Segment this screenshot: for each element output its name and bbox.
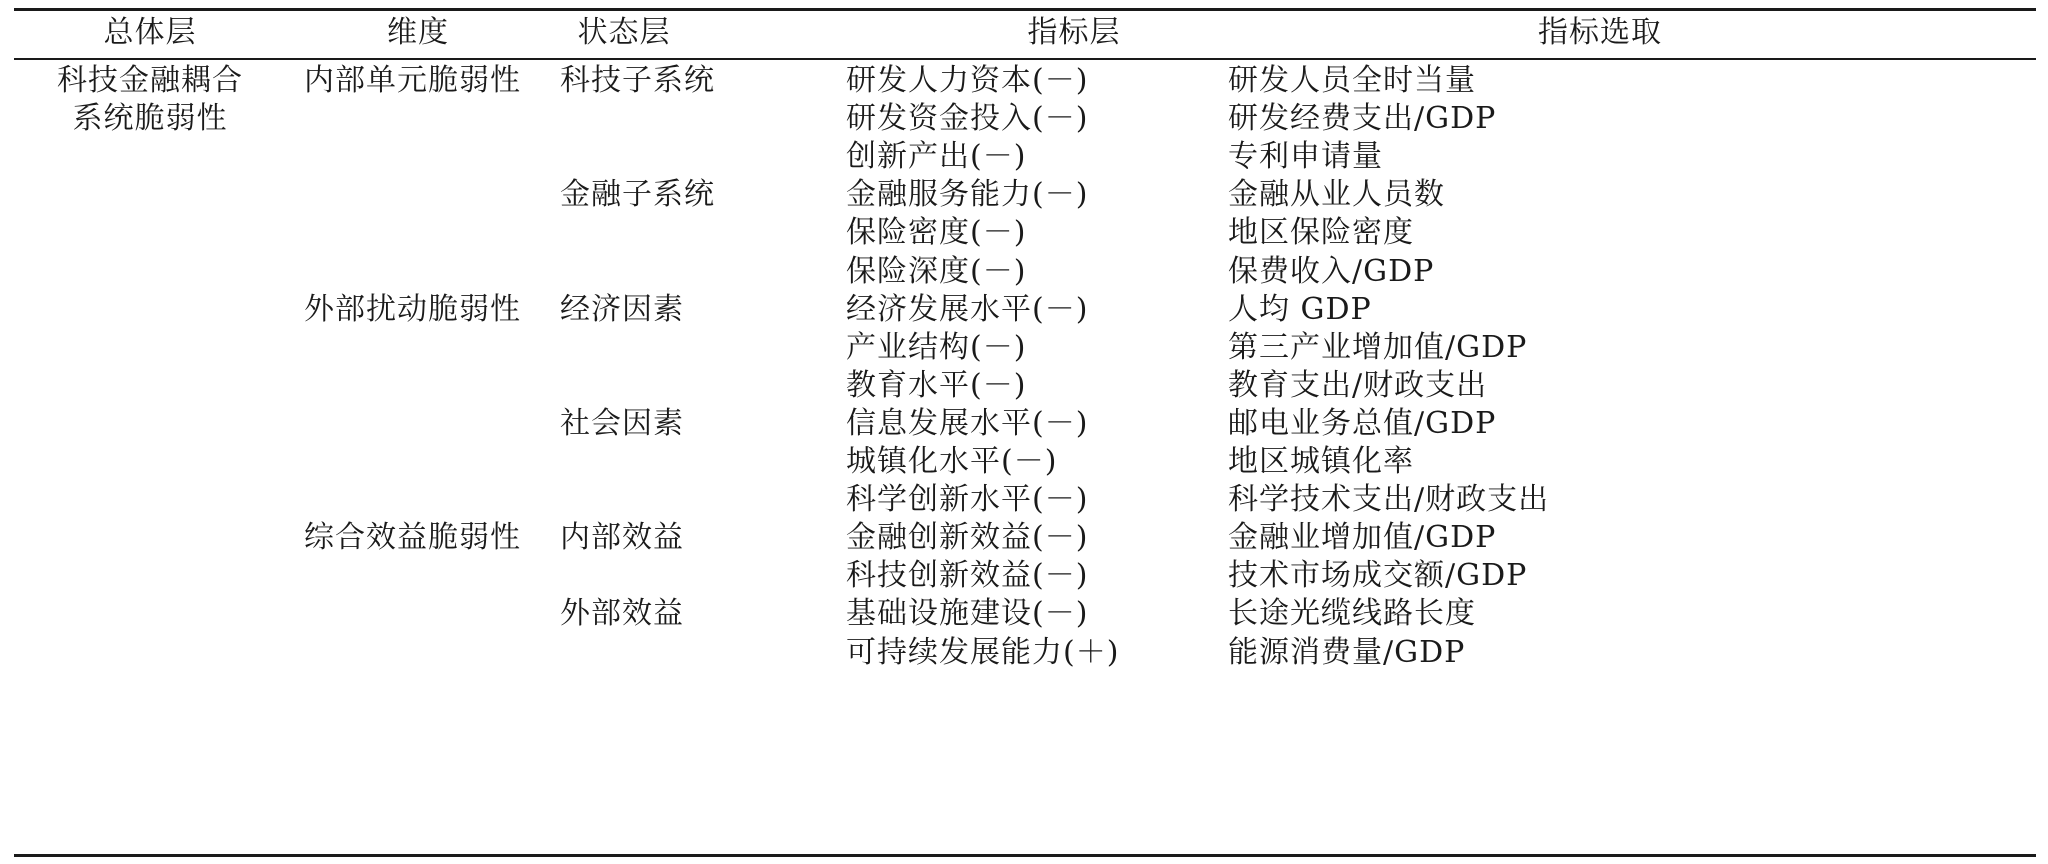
state-label: 科技子系统: [560, 63, 715, 98]
indicator-cell: 研发资金投入(－): [846, 101, 1089, 137]
dimension-label: 外部扰动脆弱性: [304, 291, 521, 327]
table-header-rule: [14, 58, 2036, 60]
overall-label-line2: 系统脆弱性: [72, 101, 228, 137]
header-overall: 总体层: [103, 15, 197, 50]
state-label: 外部效益: [560, 596, 684, 632]
selection-cell: 金融业增加值/GDP: [1228, 520, 1497, 556]
selection-cell: 研发经费支出/GDP: [1228, 101, 1497, 137]
selection-cell: 技术市场成交额/GDP: [1228, 558, 1528, 594]
header-state: 状态层: [577, 15, 671, 50]
selection-cell: 地区保险密度: [1228, 215, 1414, 251]
selection-cell: 地区城镇化率: [1228, 444, 1414, 479]
indicator-cell: 基础设施建设(－): [846, 596, 1089, 632]
indicator-table: [14, 8, 2036, 856]
selection-cell: 科学技术支出/财政支出: [1228, 482, 1550, 518]
header-indicator: 指标层: [1027, 15, 1121, 50]
table-bottom-rule: [14, 854, 2036, 857]
state-label: 内部效益: [560, 520, 684, 556]
selection-cell: 金融从业人员数: [1228, 177, 1445, 213]
header-dimension: 维度: [387, 15, 449, 50]
indicator-cell: 创新产出(－): [846, 139, 1027, 175]
indicator-cell: 经济发展水平(－): [846, 291, 1089, 327]
state-label: 金融子系统: [560, 177, 715, 213]
indicator-cell: 信息发展水平(－): [846, 405, 1089, 441]
indicator-cell: 可持续发展能力(＋): [846, 634, 1120, 670]
indicator-cell: 城镇化水平(－): [846, 444, 1058, 479]
indicator-cell: 产业结构(－): [846, 329, 1027, 365]
selection-cell: 教育支出/财政支出: [1228, 367, 1488, 403]
indicator-cell: 金融服务能力(－): [846, 177, 1089, 213]
selection-cell: 研发人员全时当量: [1228, 63, 1476, 98]
selection-cell: 邮电业务总值/GDP: [1228, 405, 1497, 441]
indicator-cell: 保险密度(－): [846, 215, 1027, 251]
indicator-cell: 金融创新效益(－): [846, 520, 1089, 556]
dimension-label: 综合效益脆弱性: [304, 520, 521, 556]
indicator-cell: 教育水平(－): [846, 367, 1027, 403]
indicator-cell: 保险深度(－): [846, 253, 1027, 289]
selection-cell: 长途光缆线路长度: [1228, 596, 1476, 632]
overall-label-line1: 科技金融耦合: [57, 63, 243, 98]
selection-cell: 专利申请量: [1228, 139, 1383, 175]
indicator-cell: 科技创新效益(－): [846, 558, 1089, 594]
indicator-cell: 研发人力资本(－): [846, 63, 1089, 98]
header-selection: 指标选取: [1538, 15, 1662, 50]
selection-cell: 人均 GDP: [1228, 291, 1372, 327]
state-label: 社会因素: [560, 405, 684, 441]
indicator-cell: 科学创新水平(－): [846, 482, 1089, 518]
dimension-label: 内部单元脆弱性: [304, 63, 521, 98]
selection-cell: 保费收入/GDP: [1228, 253, 1435, 289]
table-top-rule: [14, 8, 2036, 11]
state-label: 经济因素: [560, 291, 684, 327]
selection-cell: 能源消费量/GDP: [1228, 634, 1466, 670]
selection-cell: 第三产业增加值/GDP: [1228, 329, 1528, 365]
